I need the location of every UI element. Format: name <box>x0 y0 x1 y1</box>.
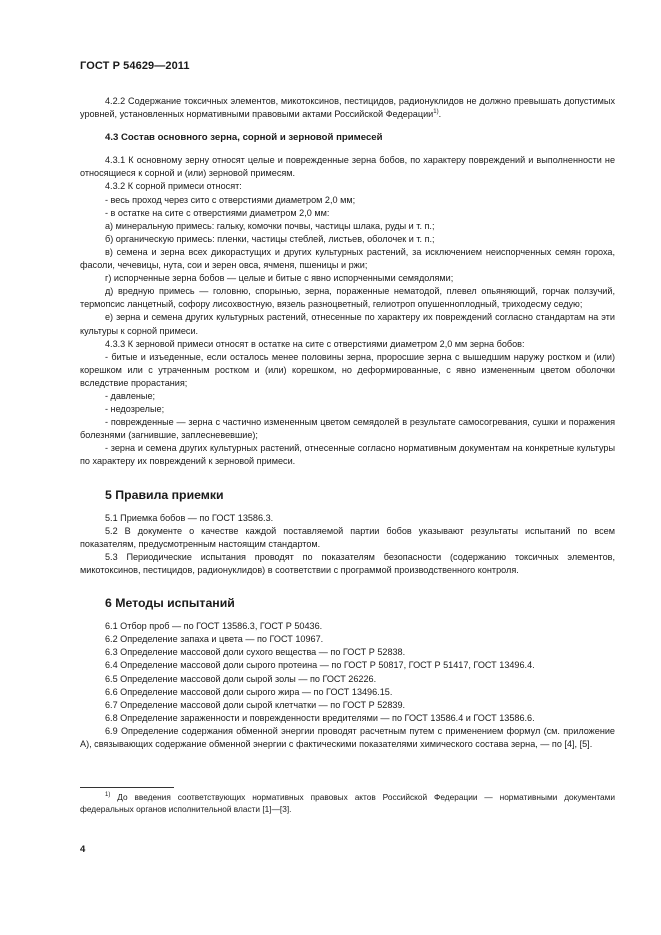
list-item: в) семена и зерна всех дикорастущих и других культурных растений, за исключением неиспорченных семян гороха, фасоли, чечевицы, нута, сои и зерен овса, ячменя, пшеницы и ржи; <box>80 246 615 271</box>
section-5-heading: 5 Правила приемки <box>105 487 224 502</box>
list-item: 6.1 Отбор проб — по ГОСТ 13586.3, ГОСТ Р 50436. <box>105 621 323 632</box>
list-item: - давленые; <box>105 390 156 401</box>
page-number: 4 <box>80 844 86 855</box>
list-item: 6.4 Определение массовой доли сырого протеина — по ГОСТ Р 50817, ГОСТ Р 51417, ГОСТ 13496.4. <box>105 660 535 671</box>
list-item: - битые и изъеденные, если осталось менее половины зерна, проросшие зерна с вышедшим наружу ростком и (или) корешком или с утраченным ростком и (или) корешком, но деформированные, с явно измененным цветом оболочки вследствие прорастания; <box>80 351 615 388</box>
list-item: 6.8 Определение зараженности и поврежденности вредителями — по ГОСТ 13586.4 и ГОСТ 13586.6. <box>105 712 535 723</box>
list-item: - в остатке на сите с отверстиями диаметром 2,0 мм: <box>105 207 330 218</box>
paragraph-4-3-1: 4.3.1 К основному зерну относят целые и поврежденные зерна бобов, по характеру повреждений и выполненности не относящиеся к сорной и (или) зерновой примесям. <box>80 155 615 179</box>
list-item: г) испорченные зерна бобов — целые и битые с явно испорченными семядолями; <box>105 273 454 284</box>
paragraph-4-2-2: 4.2.2 Содержание токсичных элементов, микотоксинов, пестицидов, радионуклидов не должно превышать допустимых уровней, установленных нормативными правовыми актами Российской Федерации$^{1)}$. <box>80 96 615 120</box>
list-item: - поврежденные — зерна с частично измененным цветом семядолей в результате самосогревания, сушки и поражения болезнями (загнившие, заплесневевшие); <box>80 417 615 441</box>
list-item: 6.2 Определение запаха и цвета — по ГОСТ 10967. <box>105 634 324 645</box>
list-item: а) минеральную примесь: гальку, комочки почвы, частицы шлака, руды и т. п.; <box>105 220 435 231</box>
paragraph-5-3: 5.3 Периодические испытания проводят по показателям безопасности (содержанию токсичных элементов, микотоксинов, пестицидов, радионуклидов) в соответствии с программой производственного контроля. <box>80 551 615 575</box>
section-6-heading: 6 Методы испытаний <box>105 596 235 611</box>
list-item: е) зерна и семена других культурных растений, отнесенные по характеру их повреждений согласно стандартам на эти культуры к сорной примеси. <box>80 312 615 336</box>
footnote-text: До введения соответствующих нормативных правовых актов Российской Федерации — нормативными документами федеральных органов исполнительной власти [1]—[3]. <box>80 792 615 814</box>
list-item: - весь проход через сито с отверстиями диаметром 2,0 мм; <box>105 194 356 205</box>
list-item: 6.7 Определение массовой доли сырой клетчатки — по ГОСТ Р 52839. <box>105 699 406 710</box>
list-item: б) органическую примесь: пленки, частицы стеблей, листьев, оболочек и т. п.; <box>105 233 435 244</box>
paragraph-5-2: 5.2 В документе о качестве каждой поставляемой партии бобов указывают результаты испытаний по всем показателям, предусмотренным настоящим стандартом. <box>80 525 615 549</box>
footnote-mark: 1) <box>105 792 111 799</box>
list-item: 6.5 Определение массовой доли сырой золы — по ГОСТ 26226. <box>105 673 377 684</box>
footnote-divider <box>80 787 174 788</box>
paragraph-4-3-3: 4.3.3 К зерновой примеси относят в остатке на сите с отверстиями диаметром 2,0 мм зерна бобов: <box>105 338 525 349</box>
list-item: 6.3 Определение массовой доли сухого вещества — по ГОСТ Р 52838. <box>105 647 406 658</box>
document-header: ГОСТ Р 54629—2011 <box>80 60 190 72</box>
list-item: - зерна и семена других культурных растений, отнесенные согласно нормативным документам на конкретные культуры по характеру их повреждений к зерновой примеси. <box>80 443 615 467</box>
list-item: д) вредную примесь — головню, спорынью, зерна, пораженные нематодой, плевел опьяняющий, горчак ползучий, термопсис ланцетный, софору лисохвостную, вязель разноцветный, гелиотроп опушеннoплодный, триходесму седую; <box>80 286 615 310</box>
list-item: 6.6 Определение массовой доли сырого жира — по ГОСТ 13496.15. <box>105 686 393 697</box>
footnote-ref[interactable]: 1) <box>433 109 439 116</box>
footnote <box>80 791 615 815</box>
paragraph-4-3-2: 4.3.2 К сорной примеси относят: <box>105 181 242 192</box>
section-4-3-heading: 4.3 Состав основного зерна, сорной и зерновой примесей <box>105 132 383 144</box>
list-item: 6.9 Определение содержания обменной энергии проводят расчетным путем с применением формул (см. приложение А), связывающих содержание обменной энергии с фактическими показателями химического состава зерна, — по [4], [5]. <box>80 725 615 750</box>
list-item: - недозрелые; <box>105 404 165 415</box>
document-body <box>80 95 615 751</box>
paragraph-5-1: 5.1 Приемка бобов — по ГОСТ 13586.3. <box>105 512 274 523</box>
